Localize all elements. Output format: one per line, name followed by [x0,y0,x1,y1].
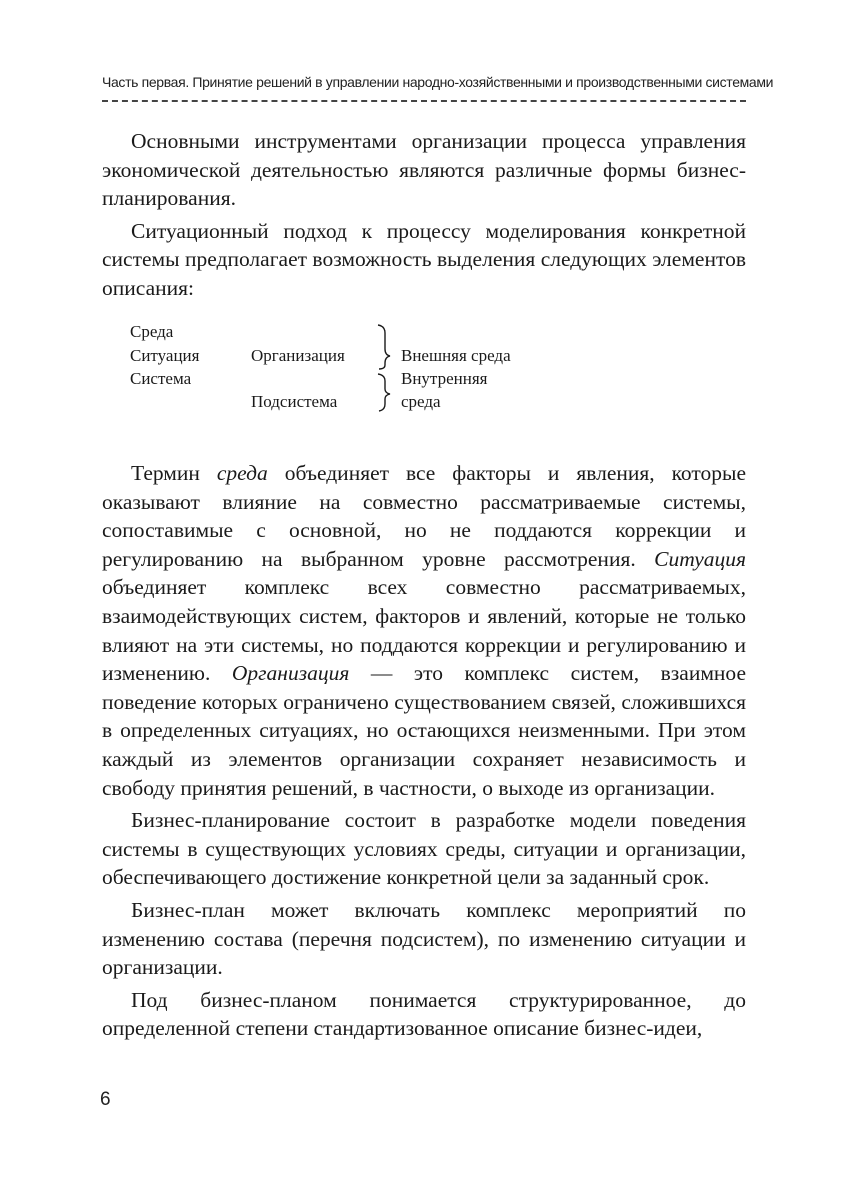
scheme-item: Система [130,369,192,388]
brace-internal [378,374,390,411]
scheme-item: Среда [130,322,174,341]
paragraph: Под бизнес-планом понимается структурированное, до определенной степени стандартизованное описание бизнес-идеи, [102,987,746,1041]
definitions-paragraph [102,459,746,802]
paragraph: Ситуационный подход к процессу моделирования конкретной системы предполагает возможность выделения следующих элементов описания: [102,218,746,300]
scheme-group-label: Внешняя среда [401,346,511,365]
header-divider [102,100,746,102]
paragraph: Бизнес-планирование состоит в разработке модели поведения системы в существующих условиях среды, ситуации и организации, обеспечивающего достижение конкретной цели за заданный срок. [102,808,746,890]
description-elements-scheme [130,322,580,417]
scheme-group-label: Внутренняя [401,369,488,388]
brace-external [378,325,390,369]
term-situation: Ситуация [654,546,746,571]
text-run: объединяет все факторы и явления, которые оказывают влияние на совместно рассматриваемые системы, сопоставимые с основной, но не поддаются коррекции и регулированию на выбранном уровне рассмотрения. [102,461,746,571]
text-run: Термин [131,461,217,485]
scheme-item: Организация [251,346,345,365]
scheme-brackets [130,322,580,417]
running-head: Часть первая. Принятие решений в управлении народно-хозяйственными и производственными системами [102,74,774,90]
paragraph: Основными инструментами организации процесса управления экономической деятельностью являются различные формы бизнес-планирования. [102,129,746,211]
text-run: — это комплекс систем, взаимное поведение которых ограничено существованием связей, сложившихся в определенных ситуациях, но остающихся неизменными. При этом каждый из элементов организации сохраняет независимость и свободу принятия решений, в частности, о выходе из организации. [102,661,746,800]
scheme-item: Подсистема [251,392,338,411]
scheme-group-label: среда [401,392,441,411]
term-environment: среда [216,461,268,485]
term-organization: Организация [231,661,350,686]
main-text [102,459,746,1043]
paragraph: Бизнес-план может включать комплекс мероприятий по изменению состава (перечня подсистем), по изменению ситуации и организации. [102,897,746,980]
text-run: объединяет комплекс всех совместно рассматриваемых, взаимодействующих систем, факторов и явлений, которые не только влияют на эти системы, но поддаются коррекции и регулированию и изменению. [102,575,746,686]
scheme-item: Ситуация [130,346,200,365]
intro-text [102,127,746,303]
page-number: 6 [100,1089,111,1110]
